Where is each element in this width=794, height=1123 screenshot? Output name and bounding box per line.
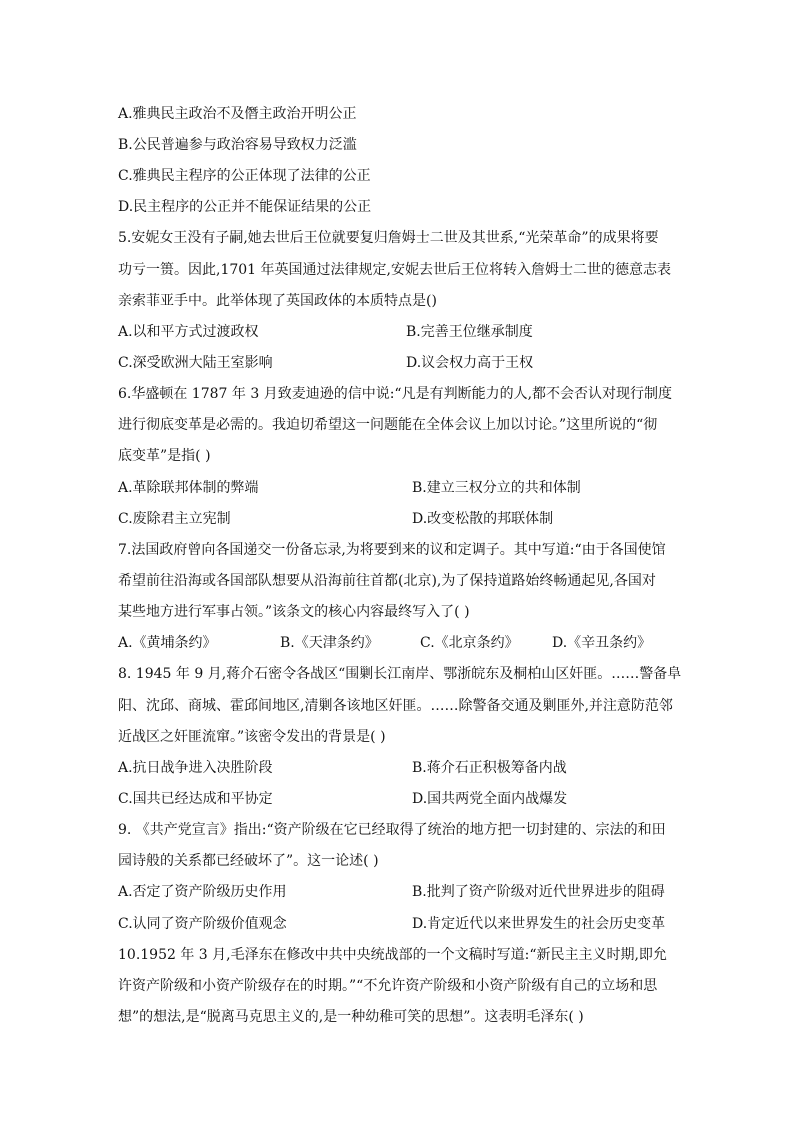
q5-option-a: A.以和平方式过渡政权 bbox=[118, 324, 259, 340]
q10-stem-line: 许资产阶级和小资产阶级存在的时期。”“不允许资产阶级和小资产阶级有自己的立场和思 bbox=[118, 978, 658, 994]
q5-stem-line: 亲索菲亚手中。此举体现了英国政体的本质特点是() bbox=[118, 293, 437, 309]
q6-stem-line: 进行彻底变革是必需的。我迫切希望这一问题能在全体会议上加以讨论。”这里所说的“彻 bbox=[118, 417, 658, 433]
option-prev-a: A.雅典民主政治不及僭主政治开明公正 bbox=[118, 106, 357, 122]
q8-option-c: C.国共已经达成和平协定 bbox=[118, 791, 273, 807]
q6-option-b: B.建立三权分立的共和体制 bbox=[412, 480, 581, 496]
q7-stem-line: 7.法国政府曾向各国递交一份备忘录,为将要到来的议和定调子。其中写道:“由于各国使馆 bbox=[118, 542, 666, 558]
q5-option-d: D.议会权力高于王权 bbox=[406, 355, 534, 371]
q9-option-b: B.批判了资产阶级对近代世界进步的阻碍 bbox=[412, 884, 665, 900]
q6-stem-line: 6.华盛顿在 1787 年 3 月致麦迪逊的信中说:“凡是有判断能力的人,都不会否认对现行制度 bbox=[118, 386, 673, 402]
q7-stem-line: 某些地方进行军事占领。”该条文的核心内容最终写入了( ) bbox=[118, 604, 470, 620]
q10-stem-line: 10.1952 年 3 月,毛泽东在修改中共中央统战部的一个文稿时写道:“新民主主义时期,即允 bbox=[118, 947, 667, 963]
q7-option-a: A.《黄埔条约》 bbox=[118, 635, 217, 651]
q5-option-b: B.完善王位继承制度 bbox=[406, 324, 533, 340]
q9-stem-line: 园诗般的关系都已经破坏了”。这一论述( ) bbox=[118, 853, 379, 869]
q6-option-a: A.革除联邦体制的弊端 bbox=[118, 480, 259, 496]
q8-option-a: A.抗日战争进入决胜阶段 bbox=[118, 760, 273, 776]
q7-stem-line: 希望前往沿海或各国部队想要从沿海前往首都(北京),为了保持道路始终畅通起见,各国对 bbox=[118, 573, 656, 589]
q6-option-d: D.改变松散的邦联体制 bbox=[412, 511, 554, 527]
q9-stem-line: 9. 《共产党宣言》指出:“资产阶级在它已经取得了统治的地方把一切封建的、宗法的和田 bbox=[118, 822, 666, 838]
option-prev-b: B.公民普遍参与政治容易导致权力泛滥 bbox=[118, 137, 357, 153]
option-prev-d: D.民主程序的公正并不能保证结果的公正 bbox=[118, 199, 372, 215]
q5-option-c: C.深受欧洲大陆王室影响 bbox=[118, 355, 273, 371]
q7-option-d: D.《辛丑条约》 bbox=[552, 635, 652, 651]
q7-option-b: B.《天津条约》 bbox=[280, 635, 379, 651]
q9-option-d: D.肯定近代以来世界发生的社会历史变革 bbox=[412, 916, 666, 932]
q5-stem-line: 5.安妮女王没有子嗣,她去世后王位就要复归詹姆士二世及其世系,“光荣革命”的成果将要 bbox=[118, 230, 659, 246]
q8-stem-line: 阳、沈邱、商城、霍邱间地区,清剿各该地区奸匪。……除警备交通及剿匪外,并注意防范邻 bbox=[118, 698, 673, 714]
q6-option-c: C.废除君主立宪制 bbox=[118, 511, 231, 527]
q10-stem-line: 想”的想法,是“脱离马克思主义的,是一种幼稚可笑的思想”。这表明毛泽东( ) bbox=[118, 1009, 584, 1025]
q9-option-c: C.认同了资产阶级价值观念 bbox=[118, 916, 287, 932]
option-prev-c: C.雅典民主程序的公正体现了法律的公正 bbox=[118, 168, 371, 184]
q8-stem-line: 近战区之奸匪流窜。”该密令发出的背景是( ) bbox=[118, 729, 386, 745]
q8-option-b: B.蒋介石正积极筹备内战 bbox=[412, 760, 567, 776]
q6-stem-line: 底变革”是指( ) bbox=[118, 448, 211, 464]
q8-option-d: D.国共两党全面内战爆发 bbox=[412, 791, 568, 807]
q5-stem-line: 功亏一篑。因此,1701 年英国通过法律规定,安妮去世后王位将转入詹姆士二世的德意志表 bbox=[118, 262, 671, 278]
q9-option-a: A.否定了资产阶级历史作用 bbox=[118, 884, 287, 900]
q7-option-c: C.《北京条约》 bbox=[420, 635, 519, 651]
q8-stem-line: 8. 1945 年 9 月,蒋介石密令各战区“围剿长江南岸、鄂浙皖东及桐柏山区奸匪。……警备阜 bbox=[118, 666, 682, 682]
